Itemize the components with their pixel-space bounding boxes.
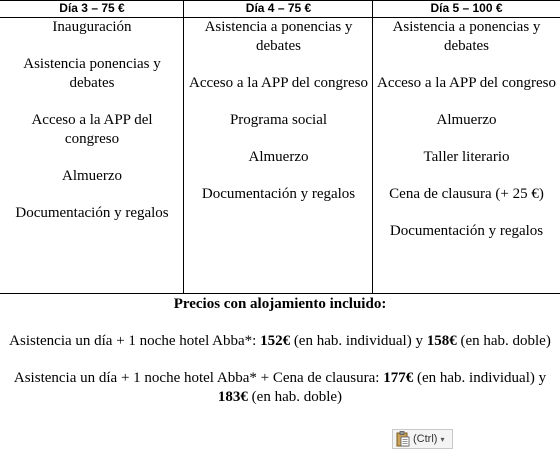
- list-item: Asistencia ponencias y debates: [23, 56, 161, 91]
- price-line-text: Asistencia un día + 1 noche hotel Abba*:: [9, 333, 261, 349]
- list-item: Documentación y regalos: [389, 223, 544, 239]
- price-line-text: (en hab. doble): [456, 333, 551, 349]
- paste-options-label: (Ctrl): [413, 433, 438, 445]
- list-item: Inauguración: [52, 19, 132, 35]
- list-item: Almuerzo: [436, 112, 497, 128]
- list-item: Acceso a la APP del congreso: [31, 112, 153, 147]
- list-item: Almuerzo: [62, 168, 122, 184]
- price-line-text: (en hab. individual) y: [290, 333, 427, 349]
- price-value: 183€: [217, 389, 248, 405]
- list-item: Documentación y regalos: [201, 186, 356, 202]
- price-value: 158€: [426, 333, 457, 349]
- list-item: Taller literario: [423, 149, 510, 165]
- clipboard-icon: [396, 431, 410, 447]
- list-item: Asistencia a ponencias y debates: [392, 19, 541, 54]
- list-item: Programa social: [229, 112, 328, 128]
- column-day-4: [184, 0, 373, 294]
- paste-options-button[interactable]: [392, 429, 453, 449]
- column-header: Día 5 – 100 €: [430, 1, 503, 15]
- accommodation-prices: [0, 295, 560, 407]
- list-item: Documentación y regalos: [15, 205, 169, 221]
- price-line-2: [0, 369, 560, 407]
- list-item: Asistencia a ponencias y debates: [204, 19, 353, 54]
- list-item: Cena de clausura (+ 25 €): [389, 186, 544, 202]
- list-item: Almuerzo: [248, 149, 309, 165]
- list-item: Acceso a la APP del congreso: [377, 75, 556, 91]
- column-header: Día 4 – 75 €: [245, 1, 312, 15]
- price-line-text: (en hab. doble): [247, 389, 343, 405]
- price-line-text: (en hab. individual) y: [413, 370, 547, 386]
- chevron-down-icon: ▾: [440, 434, 445, 444]
- price-line-text: Asistencia un día + 1 noche hotel Abba* + Cena de clausura:: [13, 370, 384, 386]
- price-value: 177€: [383, 370, 414, 386]
- price-value: 152€: [260, 333, 291, 349]
- column-day-5: [373, 0, 560, 294]
- column-day-3: [0, 0, 184, 294]
- price-line-1: [0, 332, 560, 351]
- column-header: Día 3 – 75 €: [59, 1, 125, 15]
- prices-title: Precios con alojamiento incluido:: [173, 296, 387, 312]
- list-item: Acceso a la APP del congreso: [189, 75, 368, 91]
